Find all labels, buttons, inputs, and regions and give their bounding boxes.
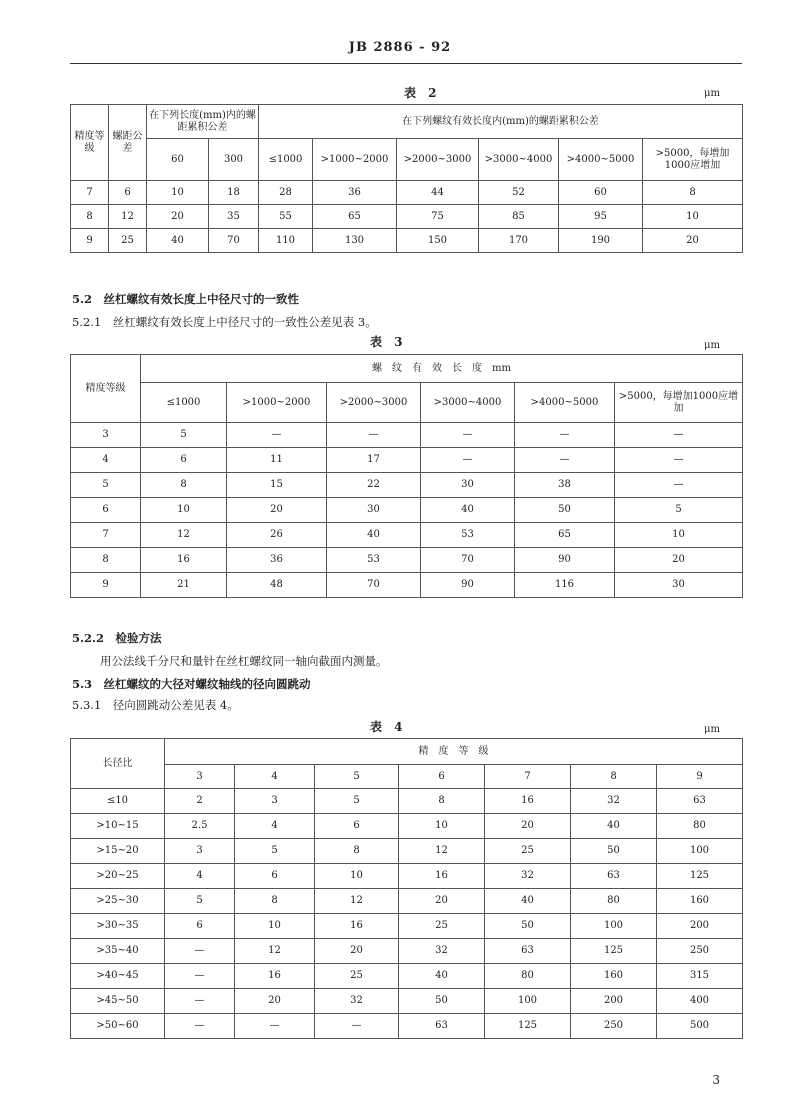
table-cell: 16 — [399, 864, 485, 889]
table-cell: 5 — [235, 839, 315, 864]
table-cell: 17 — [327, 448, 421, 473]
table-cell: 5 — [71, 473, 141, 498]
table-cell: 8 — [235, 889, 315, 914]
table-cell: 63 — [399, 1014, 485, 1039]
table-cell: 20 — [147, 205, 209, 229]
table-cell: 5 — [615, 498, 743, 523]
table2-unit: μm — [704, 88, 720, 99]
table-cell: 11 — [227, 448, 327, 473]
section-5-3-title: 5.3 丝杠螺纹的大径对螺纹轴线的径向圆跳动 — [72, 677, 311, 691]
table-cell: >35~40 — [71, 939, 165, 964]
section-5-2-2-title: 5.2.2 检验方法 — [72, 631, 162, 645]
table-row — [71, 573, 743, 598]
table-cell: 6 — [235, 864, 315, 889]
table-cell: 100 — [485, 989, 571, 1014]
table-cell: 32 — [485, 864, 571, 889]
table-row — [71, 523, 743, 548]
table-cell: 12 — [399, 839, 485, 864]
table-cell: 40 — [327, 523, 421, 548]
table-cell: 22 — [327, 473, 421, 498]
table-cell: 65 — [313, 205, 397, 229]
table-cell: 85 — [479, 205, 559, 229]
table-cell: >15~20 — [71, 839, 165, 864]
table-cell: 4 — [165, 864, 235, 889]
table-cell: 5 — [315, 789, 399, 814]
table-cell: 52 — [479, 181, 559, 205]
table-cell: 95 — [559, 205, 643, 229]
table-cell: 5 — [141, 423, 227, 448]
table-row — [71, 473, 743, 498]
table-row — [71, 423, 743, 448]
table-cell: 116 — [515, 573, 615, 598]
table-cell: — — [421, 448, 515, 473]
table-cell: 125 — [485, 1014, 571, 1039]
table-cell: 12 — [315, 889, 399, 914]
table-cell: 15 — [227, 473, 327, 498]
table-cell: 8 — [315, 839, 399, 864]
table-cell: 125 — [657, 864, 743, 889]
table-cell: >45~50 — [71, 989, 165, 1014]
table-cell: — — [327, 423, 421, 448]
table-cell: 6 — [71, 498, 141, 523]
table-cell: 12 — [235, 939, 315, 964]
table-cell: 5 — [165, 889, 235, 914]
table-cell: 100 — [657, 839, 743, 864]
table-cell: >30~35 — [71, 914, 165, 939]
table-cell: 12 — [141, 523, 227, 548]
table-row — [71, 914, 743, 939]
table2 — [70, 104, 743, 253]
table-cell: — — [615, 473, 743, 498]
table-row — [71, 181, 743, 205]
table-cell: 8 — [643, 181, 743, 205]
table-cell: — — [165, 939, 235, 964]
column-header: 7 — [485, 765, 571, 789]
table-cell: 8 — [71, 548, 141, 573]
column-header: >2000~3000 — [397, 139, 479, 181]
table-cell: 80 — [657, 814, 743, 839]
table-cell: 10 — [235, 914, 315, 939]
t2-head-cumulative: 在下列长度(mm)内的螺距累积公差 — [147, 105, 259, 139]
section-5-3-1-text: 5.3.1 径向圆跳动公差见表 4。 — [72, 698, 239, 712]
table-cell: >50~60 — [71, 1014, 165, 1039]
t4-head-ratio: 长径比 — [71, 739, 165, 789]
table-cell: 190 — [559, 229, 643, 253]
column-header: ≤1000 — [259, 139, 313, 181]
table-cell: — — [515, 448, 615, 473]
page-header: JB 2886 - 92 — [348, 40, 452, 55]
column-header: >1000~2000 — [227, 383, 327, 423]
table-cell: 10 — [615, 523, 743, 548]
column-header: >3000~4000 — [479, 139, 559, 181]
table-cell: 9 — [71, 573, 141, 598]
table-cell: — — [165, 964, 235, 989]
table-cell: 10 — [399, 814, 485, 839]
table-cell: 16 — [485, 789, 571, 814]
table-cell: >25~30 — [71, 889, 165, 914]
t4-head-grade: 精 度 等 级 — [165, 739, 743, 765]
table-cell: 36 — [227, 548, 327, 573]
table-cell: 25 — [485, 839, 571, 864]
table-cell: 6 — [315, 814, 399, 839]
table-row — [71, 1014, 743, 1039]
t2-head-grade: 精度等级 — [71, 105, 109, 181]
table-cell: 20 — [643, 229, 743, 253]
section-5-2-title: 5.2 丝杠螺纹有效长度上中径尺寸的一致性 — [72, 292, 300, 306]
table-cell: 20 — [315, 939, 399, 964]
table-cell: 3 — [71, 423, 141, 448]
column-header: 4 — [235, 765, 315, 789]
column-header: ≤1000 — [141, 383, 227, 423]
table-cell: 9 — [71, 229, 109, 253]
table-cell: 20 — [399, 889, 485, 914]
table-cell: 12 — [109, 205, 147, 229]
table-cell: 40 — [571, 814, 657, 839]
table-cell: — — [615, 448, 743, 473]
section-5-2-2-body: 用公法线千分尺和量针在丝杠螺纹同一轴向截面内测量。 — [100, 654, 388, 668]
table-cell: 4 — [235, 814, 315, 839]
page-number: 3 — [712, 1073, 720, 1087]
t2-head-effective: 在下列螺纹有效长度内(mm)的螺距累积公差 — [259, 105, 743, 139]
table-cell: 100 — [571, 914, 657, 939]
table3-unit: μm — [704, 340, 720, 351]
table4 — [70, 738, 743, 1039]
column-header: >4000~5000 — [559, 139, 643, 181]
table-cell: 150 — [397, 229, 479, 253]
table-cell: 40 — [399, 964, 485, 989]
table-cell: 200 — [657, 914, 743, 939]
table3 — [70, 354, 743, 598]
table-cell: 2 — [165, 789, 235, 814]
table-cell: 25 — [109, 229, 147, 253]
table-cell: 130 — [313, 229, 397, 253]
table-cell: 170 — [479, 229, 559, 253]
table-cell: 80 — [485, 964, 571, 989]
table-cell: 6 — [165, 914, 235, 939]
table-cell: 110 — [259, 229, 313, 253]
table-cell: 8 — [141, 473, 227, 498]
table-cell: 25 — [399, 914, 485, 939]
table-cell: 10 — [643, 205, 743, 229]
column-header: >3000~4000 — [421, 383, 515, 423]
table-cell: 44 — [397, 181, 479, 205]
table4-unit: μm — [704, 724, 720, 735]
table-cell: 160 — [571, 964, 657, 989]
table-cell: 53 — [327, 548, 421, 573]
section-5-2-1-text: 5.2.1 丝杠螺纹有效长度上中径尺寸的一致性公差见表 3。 — [72, 315, 377, 329]
table-row — [71, 964, 743, 989]
table-cell: — — [227, 423, 327, 448]
table-cell: 160 — [657, 889, 743, 914]
table-cell: 315 — [657, 964, 743, 989]
table-cell: 200 — [571, 989, 657, 1014]
column-header: 6 — [399, 765, 485, 789]
table-cell: 20 — [227, 498, 327, 523]
table-cell: 16 — [315, 914, 399, 939]
table-cell: 38 — [515, 473, 615, 498]
table-row — [71, 448, 743, 473]
table-row — [71, 864, 743, 889]
table-cell: 2.5 — [165, 814, 235, 839]
table-cell: 53 — [421, 523, 515, 548]
column-header: >4000~5000 — [515, 383, 615, 423]
table-cell: 70 — [421, 548, 515, 573]
table-cell: 65 — [515, 523, 615, 548]
column-header: >5000，每增加1000应增加 — [643, 139, 743, 181]
table-row — [71, 498, 743, 523]
table-cell: — — [235, 1014, 315, 1039]
table-row — [71, 229, 743, 253]
table-row — [71, 989, 743, 1014]
table-cell: 40 — [147, 229, 209, 253]
table-cell: 8 — [71, 205, 109, 229]
table-row — [71, 939, 743, 964]
table-cell: 90 — [515, 548, 615, 573]
table-cell: 32 — [571, 789, 657, 814]
table-cell: >10~15 — [71, 814, 165, 839]
table-cell: 16 — [141, 548, 227, 573]
table-cell: 250 — [571, 1014, 657, 1039]
column-header: >2000~3000 — [327, 383, 421, 423]
table-cell: 25 — [315, 964, 399, 989]
table-cell: 30 — [615, 573, 743, 598]
table-cell: 63 — [571, 864, 657, 889]
table-cell: 20 — [235, 989, 315, 1014]
table-cell: 10 — [147, 181, 209, 205]
table-cell: 50 — [571, 839, 657, 864]
table-cell: 35 — [209, 205, 259, 229]
table-cell: 30 — [327, 498, 421, 523]
table-cell: 70 — [327, 573, 421, 598]
table-cell: ≤10 — [71, 789, 165, 814]
table-cell: 3 — [235, 789, 315, 814]
table-cell: — — [615, 423, 743, 448]
table3-caption: 表 3 — [370, 335, 407, 349]
table-row — [71, 889, 743, 914]
table-cell: 20 — [485, 814, 571, 839]
table2-caption: 表 2 — [404, 86, 441, 100]
column-header: 8 — [571, 765, 657, 789]
column-header: 300 — [209, 139, 259, 181]
table-row — [71, 205, 743, 229]
table-cell: 500 — [657, 1014, 743, 1039]
table-cell: 50 — [515, 498, 615, 523]
table-cell: 40 — [421, 498, 515, 523]
table-cell: 55 — [259, 205, 313, 229]
column-header: >1000~2000 — [313, 139, 397, 181]
t3-head-grade: 精度等级 — [71, 355, 141, 423]
table-cell: 70 — [209, 229, 259, 253]
table4-caption: 表 4 — [370, 720, 407, 734]
table-cell: 28 — [259, 181, 313, 205]
table-cell: 18 — [209, 181, 259, 205]
t2-head-pitch: 螺距公差 — [109, 105, 147, 181]
table-cell: 6 — [141, 448, 227, 473]
column-header: 60 — [147, 139, 209, 181]
table-cell: — — [421, 423, 515, 448]
table-cell: 32 — [399, 939, 485, 964]
table-cell: 50 — [485, 914, 571, 939]
table-cell: 10 — [315, 864, 399, 889]
table-cell: 60 — [559, 181, 643, 205]
table-cell: — — [165, 989, 235, 1014]
column-header: 9 — [657, 765, 743, 789]
header-rule — [70, 63, 742, 64]
table-cell: 50 — [399, 989, 485, 1014]
table-cell: >40~45 — [71, 964, 165, 989]
table-cell: 3 — [165, 839, 235, 864]
table-cell: 250 — [657, 939, 743, 964]
table-cell: 48 — [227, 573, 327, 598]
table-cell: 8 — [399, 789, 485, 814]
t3-head-length: 螺 纹 有 效 长 度 mm — [141, 355, 743, 383]
table-cell: 40 — [485, 889, 571, 914]
table-row — [71, 814, 743, 839]
table-cell: 6 — [109, 181, 147, 205]
table-cell: 4 — [71, 448, 141, 473]
table-cell: 21 — [141, 573, 227, 598]
table-cell: 63 — [485, 939, 571, 964]
table-cell: 36 — [313, 181, 397, 205]
column-header: >5000，每增加1000应增加 — [615, 383, 743, 423]
table-cell: 26 — [227, 523, 327, 548]
table-cell: — — [515, 423, 615, 448]
table-cell: 63 — [657, 789, 743, 814]
table-cell: — — [315, 1014, 399, 1039]
table-cell: 125 — [571, 939, 657, 964]
table-cell: 10 — [141, 498, 227, 523]
table-row — [71, 789, 743, 814]
table-cell: 7 — [71, 181, 109, 205]
table-cell: 32 — [315, 989, 399, 1014]
column-header: 5 — [315, 765, 399, 789]
table-cell: 30 — [421, 473, 515, 498]
column-header: 3 — [165, 765, 235, 789]
table-cell: 80 — [571, 889, 657, 914]
table-cell: >20~25 — [71, 864, 165, 889]
table-row — [71, 839, 743, 864]
table-cell: 16 — [235, 964, 315, 989]
table-row — [71, 548, 743, 573]
table-cell: 90 — [421, 573, 515, 598]
table-cell: 75 — [397, 205, 479, 229]
table-cell: 7 — [71, 523, 141, 548]
table-cell: — — [165, 1014, 235, 1039]
table-cell: 400 — [657, 989, 743, 1014]
table-cell: 20 — [615, 548, 743, 573]
